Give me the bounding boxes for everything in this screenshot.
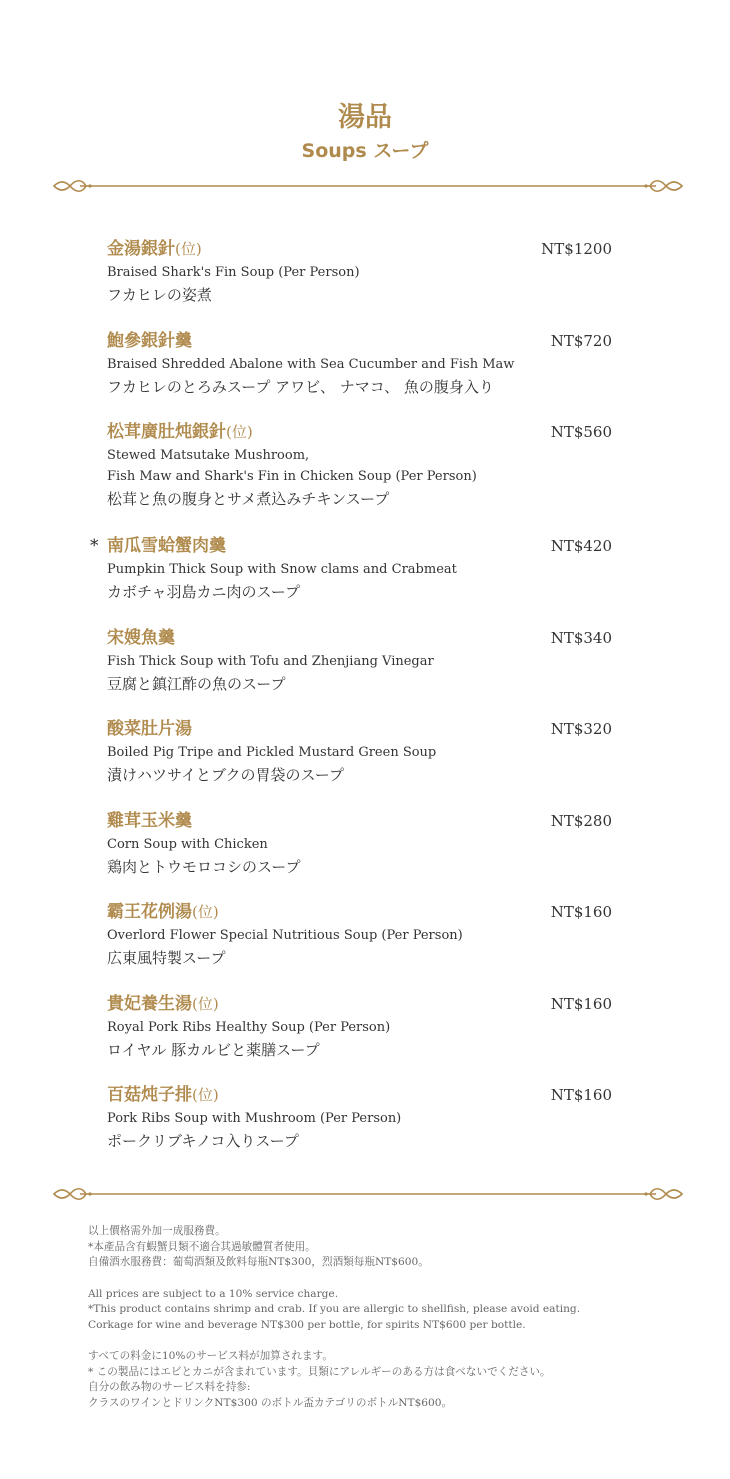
dish-name-english: Corn Soup with Chicken [107, 836, 268, 852]
dish-price: NT$160 [550, 994, 612, 1013]
dish-price: NT$340 [550, 628, 612, 647]
dish-price: NT$560 [550, 423, 612, 441]
dish-name-japanese: 豆腐と鎮江酢の魚のスープ [107, 674, 286, 693]
note-jp-allergen: * この製品にはエビとカニが含まれています。貝類にアレルギーのある方は食べないでください。 [88, 1365, 551, 1378]
dish-name-japanese: カボチャ羽島カニ肉のスープ [107, 583, 301, 601]
dish-price: NT$280 [550, 811, 612, 830]
allergen-star-mark: * [90, 536, 99, 556]
dish-name-chinese: 貴妃養生湯(位) [107, 993, 219, 1014]
dish-name-japanese: 広東風特製スープ [107, 949, 226, 967]
dish-name-chinese: 宋嫂魚羹 [107, 627, 175, 648]
note-jp-corkage-title: 自分の飲み物のサービス料を持参: [88, 1381, 251, 1393]
dish-name-english: Pumpkin Thick Soup with Snow clams and Crabmeat [107, 562, 457, 577]
note-zh-corkage: 自備酒水服務費：葡萄酒類及飲料每瓶NT$300，烈酒類每瓶NT$600。 [88, 1256, 429, 1268]
note-zh-service-charge: 以上價格需外加一成服務費。 [88, 1225, 226, 1237]
dish-name-english: Boiled Pig Tripe and Pickled Mustard Green Soup [107, 745, 437, 760]
note-jp-corkage: クラスのワインとドリンクNT$300 のボトル盃カテゴリのボトルNT$600。 [88, 1396, 453, 1409]
dish-name-english: Stewed Matsutake Mushroom, [107, 448, 310, 463]
dish-name-chinese: 金湯銀針(位) [107, 239, 202, 259]
menu-item [107, 808, 627, 900]
dish-name-japanese: 鶏肉とトウモロコシのスープ [107, 857, 301, 876]
note-en-corkage: Corkage for wine and beverage NT$300 per bottle, for spirits NT$600 per bottle. [88, 1318, 526, 1331]
menu-item [107, 625, 627, 717]
menu-item [107, 236, 627, 328]
dish-name-english: Braised Shark's Fin Soup (Per Person) [107, 265, 360, 280]
dish-price: NT$320 [550, 720, 612, 738]
dish-name-japanese: 松茸と魚の腹身とサメ煮込みチキンスープ [107, 490, 390, 508]
dish-price: NT$160 [550, 903, 612, 921]
per-person-mark: (位) [192, 1086, 219, 1104]
dish-name-japanese: ロイヤル 豚カルビと薬膳スープ [107, 1040, 320, 1059]
dish-name-english: Overlord Flower Special Nutritious Soup (Per Person) [107, 928, 463, 943]
menu-item [107, 419, 627, 533]
menu-item [107, 716, 627, 808]
dish-name-japanese: 漬けハツサイとブクの胃袋のスープ [107, 766, 345, 784]
soup-menu-list [90, 236, 627, 1174]
per-person-mark: (位) [226, 423, 253, 441]
dish-name-chinese: 百菇炖子排(位) [107, 1085, 219, 1105]
dish-name-chinese: 霸王花例湯(位) [107, 902, 219, 922]
dish-name-chinese: 鮑參銀針羹 [107, 330, 192, 351]
dish-name-chinese: 酸菜肚片湯 [107, 719, 192, 739]
dish-price: NT$160 [550, 1086, 612, 1104]
note-zh-allergen: *本產品含有蝦蟹貝類不適合其過敏體質者使用。 [88, 1240, 316, 1253]
menu-item [107, 899, 627, 991]
dish-name-japanese: フカヒレの姿煮 [107, 286, 212, 304]
note-en-allergen: *This product contains shrimp and crab. If you are allergic to shellfish, please avoid eating. [88, 1303, 581, 1315]
dish-name-english: Royal Pork Ribs Healthy Soup (Per Person) [107, 1019, 391, 1035]
dish-name-english-line2: Fish Maw and Shark's Fin in Chicken Soup (Per Person) [107, 469, 477, 484]
page-title-english: Soups スープ [301, 140, 429, 162]
dish-price: NT$420 [550, 537, 612, 555]
dish-name-chinese: 雞茸玉米羹 [107, 810, 192, 831]
dish-price: NT$720 [550, 331, 612, 350]
dish-name-japanese: ポークリブキノコ入りスープ [107, 1132, 299, 1150]
footnotes [88, 1224, 688, 1411]
dish-name-japanese: フカヒレのとろみスープ アワビ、 ナマコ、 魚の腹身入り [107, 377, 494, 396]
dish-price: NT$1200 [541, 240, 612, 258]
menu-header [0, 100, 730, 164]
dish-name-chinese: 南瓜雪蛤蟹肉羹 [107, 536, 226, 556]
dish-name-english: Pork Ribs Soup with Mushroom (Per Person) [107, 1111, 402, 1126]
menu-item [107, 1082, 627, 1174]
dish-name-english: Braised Shredded Abalone with Sea Cucumber and Fish Maw [107, 356, 515, 372]
note-jp-service-charge: すべての料金に10%のサービス料が加算されます。 [88, 1350, 333, 1362]
per-person-mark: (位) [175, 240, 202, 258]
dish-name-chinese: 松茸廣肚炖銀針(位) [107, 422, 253, 442]
menu-item [90, 533, 627, 625]
per-person-mark: (位) [192, 994, 219, 1013]
menu-item [107, 991, 627, 1083]
page-title-chinese: 湯品 [338, 102, 392, 133]
per-person-mark: (位) [192, 903, 219, 921]
note-en-service-charge: All prices are subject to a 10% service charge. [88, 1287, 339, 1300]
top-ornament-divider [50, 175, 686, 197]
bottom-ornament-divider [50, 1183, 686, 1205]
dish-name-english: Fish Thick Soup with Tofu and Zhenjiang Vinegar [107, 653, 434, 669]
menu-item [107, 328, 627, 420]
